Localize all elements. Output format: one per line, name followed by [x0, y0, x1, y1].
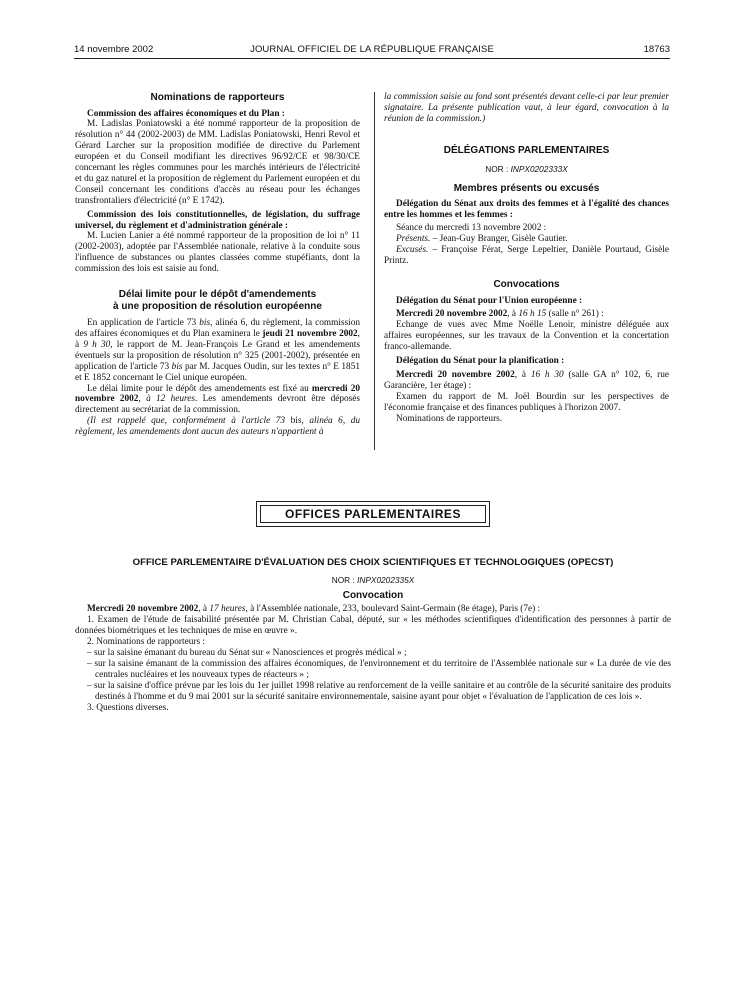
column-separator	[374, 92, 375, 450]
eco-paragraph: M. Ladislas Poniatowski a été nommé rapporteur de la proposition de résolution n° 44 (2002-2003) de MM. Ladislas Poniatowski, Henri Revol et Gérard Larcher sur la proposition modifiée de directive du Parlement européen et du Conseil modifiant les directives 96/92/CE et 98/30/CE concernant les règles communes pour les marchés intérieurs de l'électricité et du gaz naturel et la proposition de règlement du Parlement européen et du Conseil concernant les conditions d'accès au réseau pour les échanges transfrontaliers d'électricité (n° E 1742).	[75, 119, 360, 206]
header-date: 14 novembre 2002	[74, 44, 154, 55]
opecst-convocation: Mercredi 20 novembre 2002, à 17 heures, à l'Assemblée nationale, 233, boulevard Saint-Germain (8e étage), Paris (7e) :	[87, 604, 541, 615]
offices-banner	[256, 501, 490, 527]
plan-agenda: Examen du rapport de M. Joël Bourdin sur les perspectives de l'économie française et des finances publiques à l'horizon 2007.	[384, 391, 669, 413]
agenda-item-3: 3. Questions diverses.	[87, 702, 169, 713]
delai-paragraph-3: (Il est rappelé que, conformément à l'article 73 bis, alinéa 6, du règlement, les amendements dont aucun des auteurs n'appartient à	[75, 416, 361, 438]
opecst-heading: OFFICE PARLEMENTAIRE D'ÉVALUATION DES CHOIX SCIENTIFIQUES ET TECHNOLOGIQUES (OPECST)	[132, 557, 614, 568]
delai-heading-line1: Délai limite pour le dépôt d'amendements	[118, 289, 317, 301]
nor-reference-opecst: NOR : INPX0202335X	[331, 575, 415, 585]
right-column	[384, 92, 669, 425]
continuation-text: la commission saisie au fond sont présentés devant celle-ci par leur premier signataire. La présente publication vaut, à leur égard, convocation à la réunion de la commission.)	[384, 92, 669, 124]
agenda-bullet-3: – sur la saisine d'office prévue par les lois du 1er juillet 1998 relative au renforcement de la veille sanitaire et au contrôle de la sécurité sanitaire des produits destinés à l'homme et du 9 mai 2001 sur la sécurité sanitaire environnementale, saisine ayant pour objet « l'évaluation de l'application de ces lois ».	[87, 680, 671, 702]
header-journal-title: JOURNAL OFFICIEL DE LA RÉPUBLIQUE FRANÇAISE	[250, 44, 494, 55]
convocations-heading: Convocations	[493, 279, 560, 291]
commission-eco-heading: Commission des affaires économiques et du Plan :	[87, 108, 285, 119]
delai-heading	[75, 289, 360, 312]
delai-paragraph-1: En application de l'article 73 bis, alinéa 6, du règlement, la commission des affaires économiques et du Plan examinera le jeudi 21 novembre 2002, à 9 h 30, le rapport de M. Jean-François Le Grand et les amendements éventuels sur la proposition de résolution n° 325 (2001-2002), présentée en application de l'article 73 bis par M. Jacques Oudin, sur les textes n° E 1851 et E 1852 concernant le Ciel unique européen.	[75, 318, 361, 383]
agenda-item-1: 1. Examen de l'étude de faisabilité présentée par M. Christian Cabal, député, sur « les méthodes scientifiques d'identification des personnes à partir de données biométriques et les techniques de mise en œuvre ».	[75, 615, 671, 637]
membres-heading: Membres présents ou excusés	[453, 183, 600, 195]
nor-reference-delegations: NOR : INPX0202333X	[485, 164, 568, 175]
ue-agenda: Echange de vues avec Mme Noëlle Lenoir, ministre déléguée aux affaires européennes, sur les travaux de la Convention et la concertation franco-allemande.	[384, 320, 669, 353]
delegation-ue-heading: Délégation du Sénat pour l'Union européenne :	[396, 295, 583, 306]
opecst-section	[75, 557, 671, 713]
agenda-bullet-2: – sur la saisine émanant de la commission des affaires économiques, de l'environnement et du territoire de l'Assemblée nationale sur « La durée de vie des centrales nucléaires et les nouveaux types de réacteurs » ;	[87, 658, 671, 680]
commission-lois-heading: Commission des lois constitutionnelles, de législation, du suffrage universel, du règlement et d'administration générale :	[75, 209, 360, 231]
agenda-bullet-1: – sur la saisine émanant du bureau du Sénat sur « Nanosciences et progrès médical » ;	[87, 648, 407, 659]
plan-convocation: Mercredi 20 novembre 2002, à 16 h 30 (salle GA n° 102, 6, rue Garancière, 1er étage) :	[384, 370, 670, 391]
convocation-heading: Convocation	[342, 589, 404, 601]
agenda-item-2: 2. Nominations de rapporteurs :	[87, 637, 205, 648]
delai-heading-line2: à une proposition de résolution européenne	[113, 300, 322, 312]
delegation-femmes-heading: Délégation du Sénat aux droits des femmes et à l'égalité des chances entre les hommes et les femmes :	[384, 198, 669, 220]
seance-line: Séance du mercredi 13 novembre 2002 :	[396, 223, 547, 234]
plan-nominations: Nominations de rapporteurs.	[396, 413, 503, 424]
presents-line: Présents. – Jean-Guy Branger, Gisèle Gautier.	[396, 234, 568, 245]
header-page-number: 18763	[643, 44, 670, 55]
delegations-heading: DÉLÉGATIONS PARLEMENTAIRES	[443, 144, 610, 156]
lois-paragraph: M. Lucien Lanier a été nommé rapporteur de la proposition de loi n° 11 (2002-2003), adoptée par l'Assemblée nationale, relative à la conduite sous l'influence de substances ou plantes classées comme stupéfiants, dont la commission des lois est saisie au fond.	[75, 231, 360, 275]
left-column	[75, 92, 360, 438]
delegation-plan-heading: Délégation du Sénat pour la planification :	[396, 356, 565, 367]
header-rule	[74, 58, 670, 59]
delai-paragraph-2: Le délai limite pour le dépôt des amendements est fixé au mercredi 20 novembre 2002, à 12 heures. Les amendements devront être déposés directement au secrétariat de la commission.	[75, 383, 361, 416]
ue-convocation: Mercredi 20 novembre 2002, à 16 h 15 (salle n° 261) :	[396, 309, 604, 320]
banner-label: OFFICES PARLEMENTAIRES	[285, 507, 461, 521]
excuses-line: Excusés. – Françoise Férat, Serge Lepeltier, Danièle Pourtaud, Gisèle Printz.	[384, 245, 669, 267]
nominations-heading: Nominations de rapporteurs	[150, 92, 285, 103]
page-header	[74, 44, 670, 58]
